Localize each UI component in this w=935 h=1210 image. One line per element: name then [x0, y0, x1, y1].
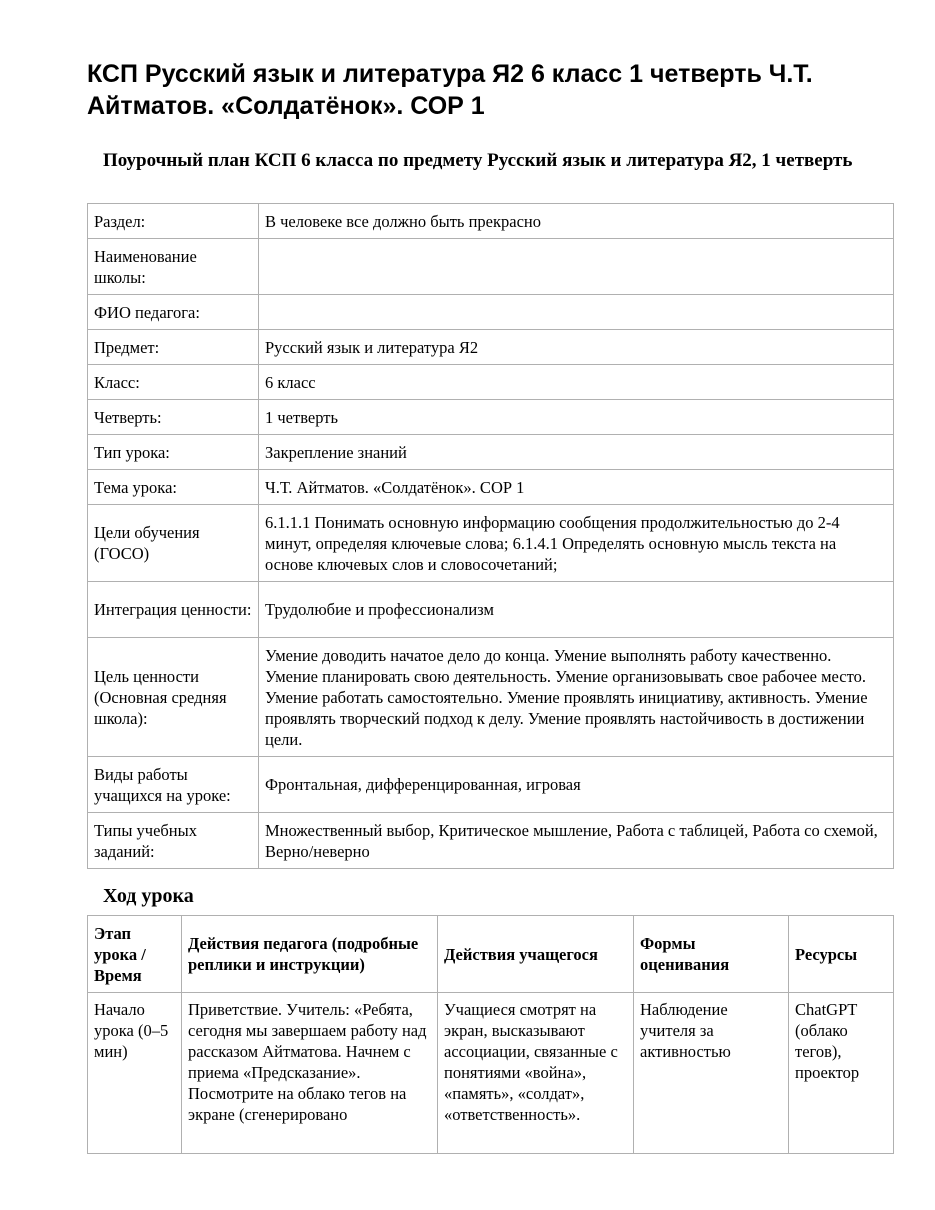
info-label: Тип урока: — [88, 435, 259, 470]
info-label: Цель ценности (Основная средняя школа): — [88, 638, 259, 757]
info-value — [259, 239, 894, 295]
info-row-work-types — [88, 757, 894, 813]
column-header-student-actions: Действия учащегося — [438, 916, 634, 993]
info-value — [259, 295, 894, 330]
info-value: Русский язык и литература Я2 — [259, 330, 894, 365]
info-row-quarter — [88, 400, 894, 435]
info-label: Виды работы учащихся на уроке: — [88, 757, 259, 813]
resources-cell: ChatGPT (облако тегов), проектор — [789, 993, 894, 1154]
column-header-stage: Этап урока / Время — [88, 916, 182, 993]
info-value: Умение доводить начатое дело до конца. Умение выполнять работу качественно. Умение планировать свою деятельность. Умение организовывать свое рабочее место. Умение работать самостоятельно. Умение проявлять инициативу, активность. Умение проявлять творческий подход к делу. Умение проявлять настойчивость в достижении цели. — [259, 638, 894, 757]
info-value: Фронтальная, дифференцированная, игровая — [259, 757, 894, 813]
info-value: 6 класс — [259, 365, 894, 400]
info-label: Интеграция ценности: — [88, 582, 259, 638]
teacher-actions-cell: Приветствие. Учитель: «Ребята, сегодня мы завершаем работу над рассказом Айтматова. Начнем с приема «Предсказание». Посмотрите на облако тегов на экране (сгенерировано — [182, 993, 438, 1154]
info-row-lesson-type — [88, 435, 894, 470]
info-value: В человеке все должно быть прекрасно — [259, 204, 894, 239]
info-label: Раздел: — [88, 204, 259, 239]
column-header-teacher-actions: Действия педагога (подробные реплики и инструкции) — [182, 916, 438, 993]
info-value: Ч.Т. Айтматов. «Солдатёнок». СОР 1 — [259, 470, 894, 505]
info-label: Предмет: — [88, 330, 259, 365]
lesson-header-row — [88, 916, 894, 993]
info-row-section — [88, 204, 894, 239]
lesson-info-table — [87, 203, 894, 869]
info-row-learning-goals — [88, 505, 894, 582]
table-row — [88, 993, 894, 1154]
info-value: 1 четверть — [259, 400, 894, 435]
lesson-progress-table — [87, 915, 894, 1154]
info-row-topic — [88, 470, 894, 505]
info-row-value-integration — [88, 582, 894, 638]
info-label: Наименование школы: — [88, 239, 259, 295]
info-value: Закрепление знаний — [259, 435, 894, 470]
student-actions-cell: Учащиеся смотрят на экран, высказывают ассоциации, связанные с понятиями «война», «память», «солдат», «ответственность». — [438, 993, 634, 1154]
info-label: Типы учебных заданий: — [88, 813, 259, 869]
info-row-value-goal — [88, 638, 894, 757]
page-title: КСП Русский язык и литература Я2 6 класс 1 четверть Ч.Т. Айтматов. «Солдатёнок». СОР 1 — [87, 60, 813, 120]
info-label: ФИО педагога: — [88, 295, 259, 330]
info-label: Цели обучения (ГОСО) — [88, 505, 259, 582]
info-row-grade — [88, 365, 894, 400]
info-row-school — [88, 239, 894, 295]
column-header-resources: Ресурсы — [789, 916, 894, 993]
lesson-progress-heading: Ход урока — [103, 885, 194, 907]
info-value: Множественный выбор, Критическое мышление, Работа с таблицей, Работа со схемой, Верно/неверно — [259, 813, 894, 869]
assessment-cell: Наблюдение учителя за активностью — [634, 993, 789, 1154]
info-row-teacher — [88, 295, 894, 330]
column-header-assessment: Формы оценивания — [634, 916, 789, 993]
stage-cell: Начало урока (0–5 мин) — [88, 993, 182, 1154]
info-row-task-types — [88, 813, 894, 869]
plan-subtitle: Поурочный план КСП 6 класса по предмету Русский язык и литература Я2, 1 четверть — [103, 150, 853, 171]
info-label: Четверть: — [88, 400, 259, 435]
info-value: Трудолюбие и профессионализм — [259, 582, 894, 638]
info-label: Класс: — [88, 365, 259, 400]
info-value: 6.1.1.1 Понимать основную информацию сообщения продолжительностью до 2-4 минут, определяя ключевые слова; 6.1.4.1 Определять основную мысль текста на основе ключевых слов и словосочетаний; — [259, 505, 894, 582]
info-row-subject — [88, 330, 894, 365]
info-label: Тема урока: — [88, 470, 259, 505]
